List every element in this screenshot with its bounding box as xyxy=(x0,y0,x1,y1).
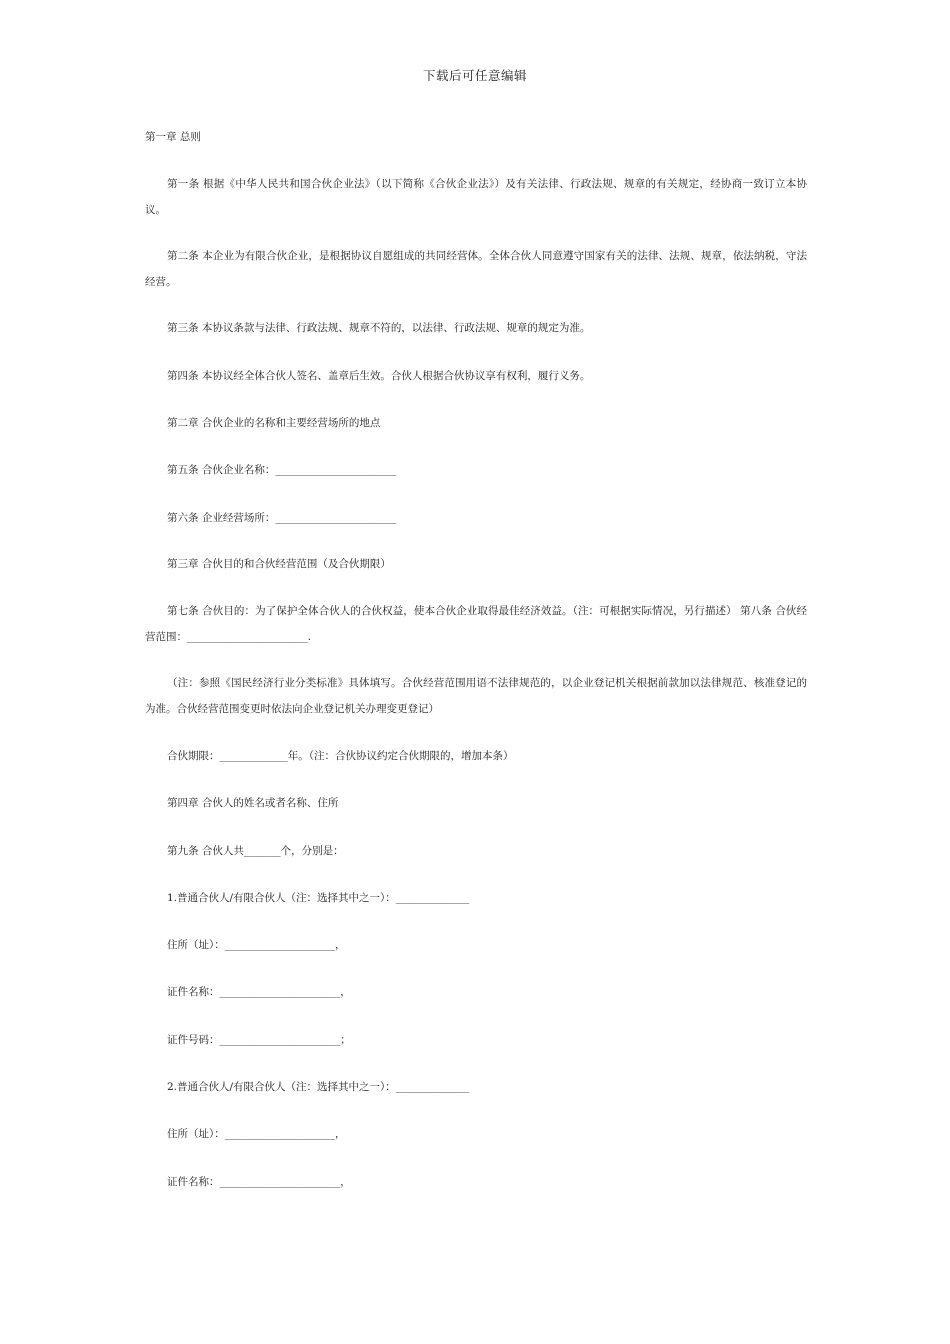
partnership-term: 合伙期限：_____________年。（注：合伙协议约定合伙期限的，增加本条） xyxy=(167,750,514,762)
page-header: 下载后可任意编辑 xyxy=(422,68,527,83)
scope-note: （注：参照《国民经济行业分类标准》具体填写。合伙经营范围用语不法律规范的，以企业登记机关根据前款加以法律规范、核准登记的为准。合伙经营范围变更时依法向企业登记机关办理变更登记） xyxy=(145,677,807,715)
article-4: 第四条 本协议经全体合伙人签名、盖章后生效。合伙人根据合伙协议享有权利，履行义务。 xyxy=(167,370,591,382)
chapter-3-heading: 第三章 合伙目的和合伙经营范围（及合伙期限） xyxy=(167,558,391,570)
chapter-4-heading: 第四章 合伙人的姓名或者名称、住所 xyxy=(167,797,339,809)
partner-1-address: 住所（址）：_____________________， xyxy=(167,939,346,951)
article-2: 第二条 本企业为有限合伙企业，是根据协议自愿组成的共同经营体。全体合伙人同意遵守国家有关的法律、法规、规章，依法纳税，守法经营。 xyxy=(145,250,807,288)
chapter-2-heading: 第二章 合伙企业的名称和主要经营场所的地点 xyxy=(167,417,381,429)
article-6: 第六条 企业经营场所：_______________________ xyxy=(167,512,397,524)
partner-2-address: 住所（址）：_____________________， xyxy=(167,1128,346,1140)
article-5: 第五条 合伙企业名称：_______________________ xyxy=(167,464,397,476)
article-1: 第一条 根据《中华人民共和国合伙企业法》（以下简称《合伙企业法》）及有关法律、行政法规、规章的有关规定，经协商一致订立本协议。 xyxy=(145,178,807,216)
article-3: 第三条 本协议条款与法律、行政法规、规章不符的，以法律、行政法规、规章的规定为准。 xyxy=(167,322,591,334)
article-7: 第七条 合伙目的：为了保护全体合伙人的合伙权益，使本合伙企业取得最佳经济效益。（注：可根据实际情况，另行描述） 第八条 合伙经营范围：_______________________. xyxy=(145,605,807,643)
partner-2-type: 2.普通合伙人/有限合伙人（注：选择其中之一）：______________ xyxy=(167,1081,470,1093)
partner-1-cert-number: 证件号码：_______________________； xyxy=(167,1034,351,1046)
partner-2-cert-name: 证件名称：_______________________， xyxy=(167,1176,351,1188)
chapter-1-heading: 第一章 总则 xyxy=(145,131,201,143)
article-9: 第九条 合伙人共_______个，分别是： xyxy=(167,845,344,857)
partner-1-type: 1.普通合伙人/有限合伙人（注：选择其中之一）：______________ xyxy=(167,892,470,904)
partner-1-cert-name: 证件名称：_______________________， xyxy=(167,986,351,998)
